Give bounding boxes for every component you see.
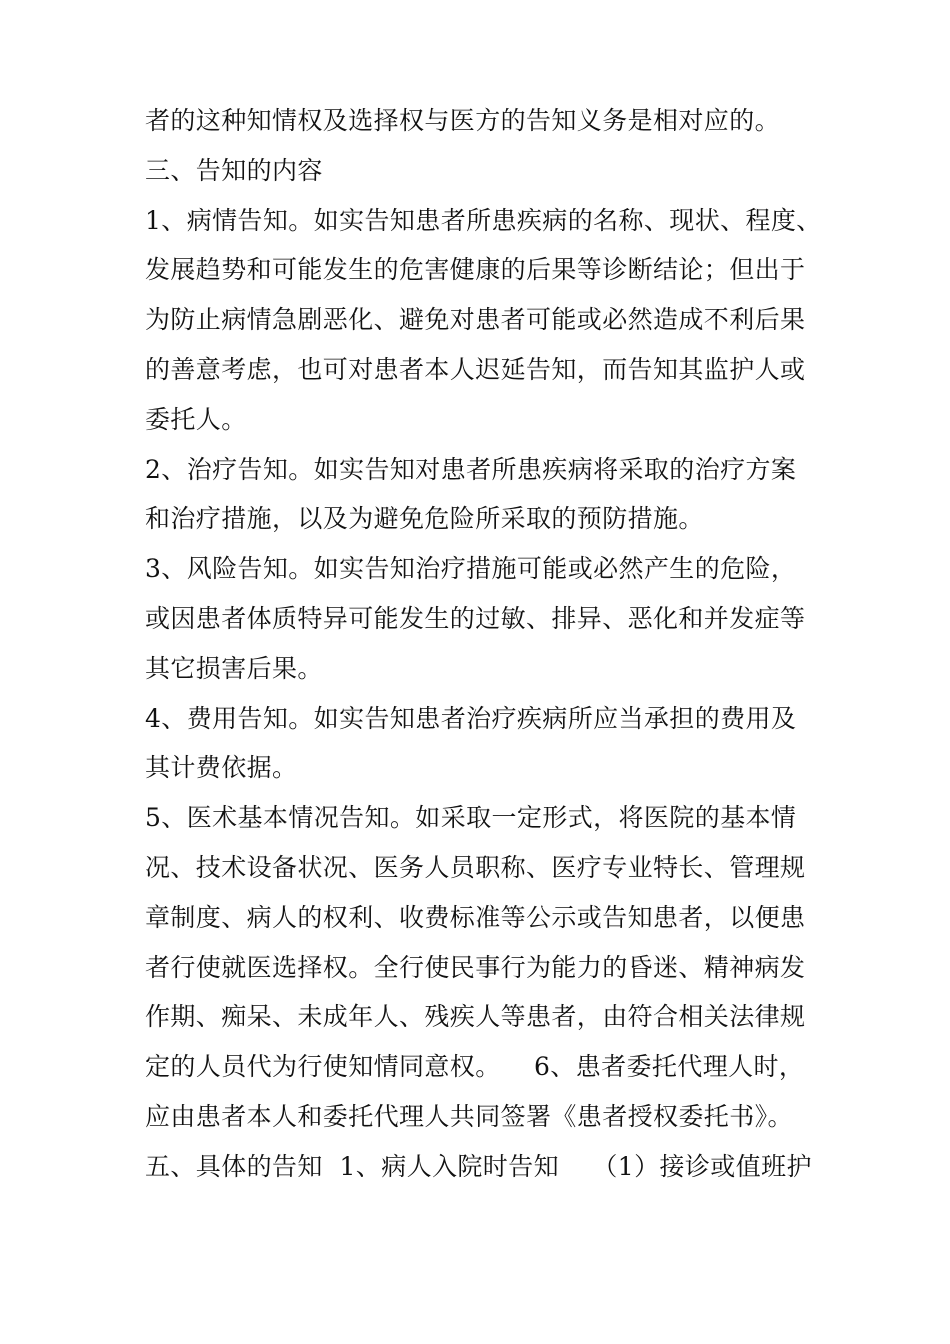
text-line: 其计费依据。 bbox=[145, 753, 298, 783]
text-line: 应由患者本人和委托代理人共同签署《患者授权委托书》。 bbox=[145, 1101, 793, 1131]
text-line: 为防止病情急剧恶化、避免对患者可能或必然造成不利后果 bbox=[145, 305, 806, 335]
text-line: 委托人。 bbox=[145, 404, 247, 434]
text-line: 3、风险告知。如实告知治疗措施可能或必然产生的危险， bbox=[145, 554, 797, 584]
text-line: 4、费用告知。如实告知患者治疗疾病所应当承担的费用及 bbox=[145, 703, 797, 733]
text-line: 和治疗措施，以及为避免危险所采取的预防措施。 bbox=[145, 504, 704, 534]
text-line: 者行使就医选择权。全行使民事行为能力的昏迷、精神病发 bbox=[145, 952, 806, 982]
text-line: 者的这种知情权及选择权与医方的告知义务是相对应的。 bbox=[145, 106, 781, 135]
text-line: 定的人员代为行使知情同意权。 6、患者委托代理人时， bbox=[145, 1052, 805, 1082]
text-line: 的善意考虑，也可对患者本人迟延告知，而告知其监护人或 bbox=[145, 354, 806, 384]
text-line: 其它损害后果。 bbox=[145, 653, 323, 683]
document-body bbox=[145, 96, 825, 1192]
text-line: 或因患者体质特异可能发生的过敏、排异、恶化和并发症等 bbox=[145, 603, 806, 633]
text-line: 发展趋势和可能发生的危害健康的后果等诊断结论；但出于 bbox=[145, 255, 806, 285]
text-line: 1、病情告知。如实告知患者所患疾病的名称、现状、程度、 bbox=[145, 205, 822, 235]
text-line: 作期、痴呆、未成年人、残疾人等患者，由符合相关法律规 bbox=[145, 1002, 806, 1032]
text-line: 况、技术设备状况、医务人员职称、医疗专业特长、管理规 bbox=[145, 852, 806, 882]
text-line: 章制度、病人的权利、收费标准等公示或告知患者，以便患 bbox=[145, 902, 806, 932]
section-heading: 三、告知的内容 bbox=[145, 155, 323, 185]
text-line: 5、医术基本情况告知。如采取一定形式，将医院的基本情 bbox=[145, 803, 797, 833]
text-line: 五、具体的告知 1、病人入院时告知 （1）接诊或值班护 bbox=[145, 1151, 812, 1181]
text-line: 2、治疗告知。如实告知对患者所患疾病将采取的治疗方案 bbox=[145, 454, 797, 484]
